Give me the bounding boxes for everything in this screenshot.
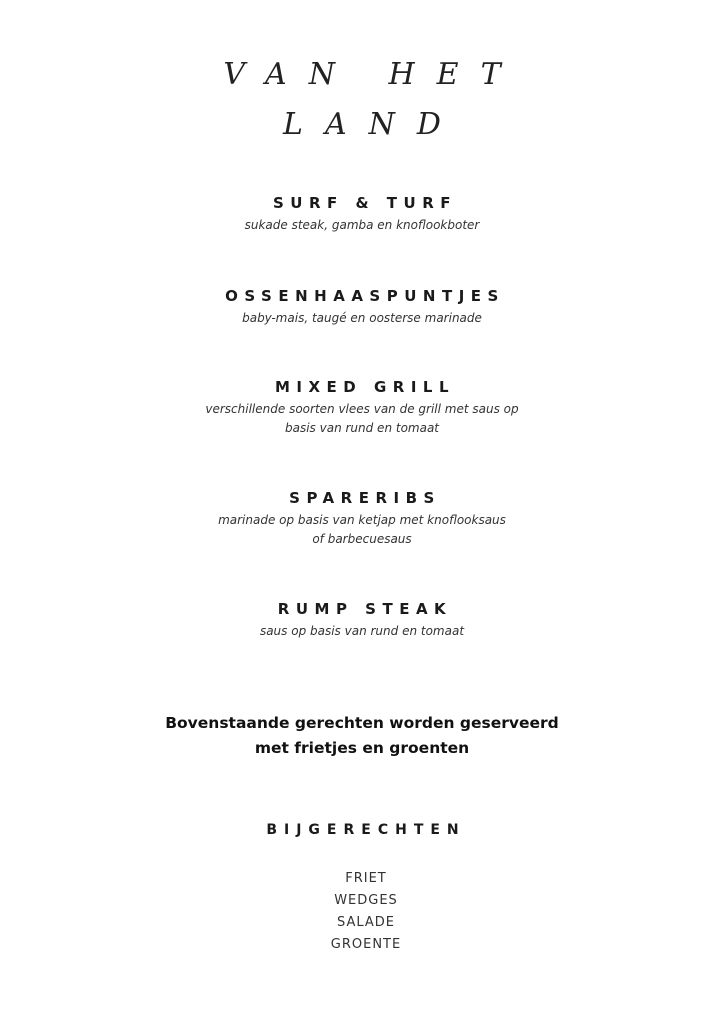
dish-description: saus op basis van rund en tomaat bbox=[259, 624, 465, 638]
side-item: SALADE bbox=[336, 915, 396, 930]
dish-description-line: marinade op basis van ketjap met knoflooksaus bbox=[218, 513, 506, 527]
dish-item bbox=[0, 488, 724, 549]
dish-name: SURF & TURF bbox=[272, 194, 457, 212]
dish-item bbox=[0, 286, 724, 328]
serving-note-line: Bovenstaande gerechten worden geserveerd bbox=[165, 714, 559, 732]
dish-description bbox=[0, 511, 724, 549]
dish-name: OSSENHAASPUNTJES bbox=[225, 287, 505, 305]
dish-description bbox=[0, 400, 724, 438]
serving-note bbox=[0, 711, 724, 761]
dish-item bbox=[0, 599, 724, 641]
menu-title-line-2: LAND bbox=[283, 107, 463, 142]
side-item: WEDGES bbox=[334, 893, 398, 908]
dish-item bbox=[0, 193, 724, 235]
dish-description-line: basis van rund en tomaat bbox=[284, 421, 440, 435]
sides-list bbox=[0, 868, 724, 956]
sides-heading: BIJGERECHTEN bbox=[266, 822, 466, 838]
menu-title-line-1: VAN HET bbox=[223, 57, 523, 92]
dish-item bbox=[0, 377, 724, 438]
dish-description: sukade steak, gamba en knoflookboter bbox=[244, 218, 480, 232]
side-item: FRIET bbox=[345, 871, 387, 886]
serving-note-line: met frietjes en groenten bbox=[254, 739, 470, 757]
dish-name: RUMP STEAK bbox=[277, 600, 453, 618]
dish-description-line: of barbecuesaus bbox=[312, 532, 412, 546]
dish-name: MIXED GRILL bbox=[274, 378, 456, 396]
dish-name: SPARERIBS bbox=[289, 489, 441, 507]
dish-description: baby-mais, taugé en oosterse marinade bbox=[242, 311, 482, 325]
side-item: GROENTE bbox=[330, 937, 402, 952]
dish-description-line: verschillende soorten vlees van de grill met saus op bbox=[205, 402, 519, 416]
